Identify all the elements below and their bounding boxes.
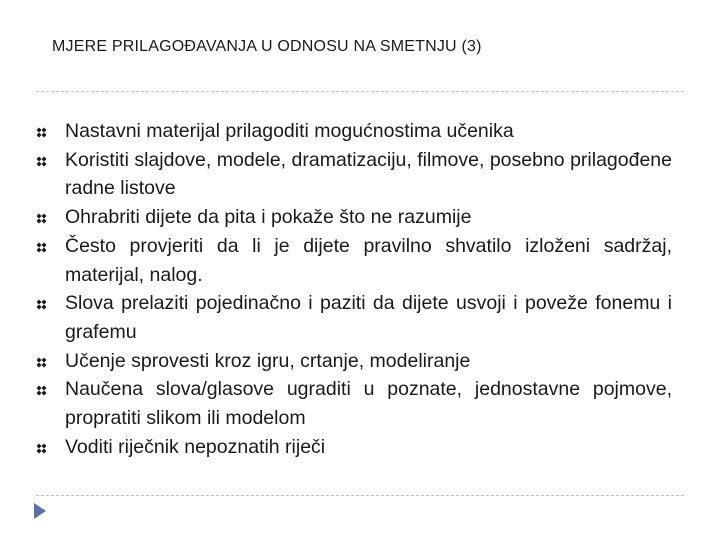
four-diamond-bullet-icon [36, 385, 47, 396]
list-item [36, 433, 672, 462]
list-item [36, 289, 672, 346]
list-item [36, 146, 672, 203]
bullet-text: Koristiti slajdove, modele, dramatizaciju, filmove, posebno prilagođene radne listove [65, 148, 672, 200]
list-item [36, 117, 672, 146]
list-item [36, 203, 672, 232]
list-item [36, 347, 672, 376]
four-diamond-bullet-icon [36, 213, 47, 224]
four-diamond-bullet-icon [36, 357, 47, 368]
four-diamond-bullet-icon [36, 127, 47, 138]
four-diamond-bullet-icon [36, 242, 47, 253]
bottom-divider [36, 495, 684, 496]
bullet-list [36, 117, 672, 461]
play-triangle-icon[interactable] [33, 502, 47, 520]
list-item [36, 232, 672, 289]
slide-title: MJERE PRILAGOĐAVANJA U ODNOSU NA SMETNJU (3) [52, 38, 482, 55]
bullet-text: Naučena slova/glasove ugraditi u poznate, jednostavne pojmove, propratiti slikom ili modelom [65, 378, 672, 430]
four-diamond-bullet-icon [36, 156, 47, 167]
bullet-text: Voditi riječnik nepoznatih riječi [65, 435, 326, 458]
four-diamond-bullet-icon [36, 443, 47, 454]
four-diamond-bullet-icon [36, 299, 47, 310]
bullet-text: Ohrabriti dijete da pita i pokaže što ne razumije [65, 206, 472, 229]
bullet-text: Učenje sprovesti kroz igru, crtanje, modeliranje [65, 349, 471, 372]
bullet-text: Slova prelaziti pojedinačno i paziti da dijete usvoji i poveže fonemu i grafemu [65, 292, 672, 343]
list-item [36, 375, 672, 432]
top-divider [36, 91, 684, 92]
bullet-text: Nastavni materijal prilagoditi mogućnostima učenika [65, 120, 514, 142]
bullet-text: Često provjeriti da li je dijete pravilno shvatilo izloženi sadržaj, materijal, nalog. [65, 234, 672, 286]
